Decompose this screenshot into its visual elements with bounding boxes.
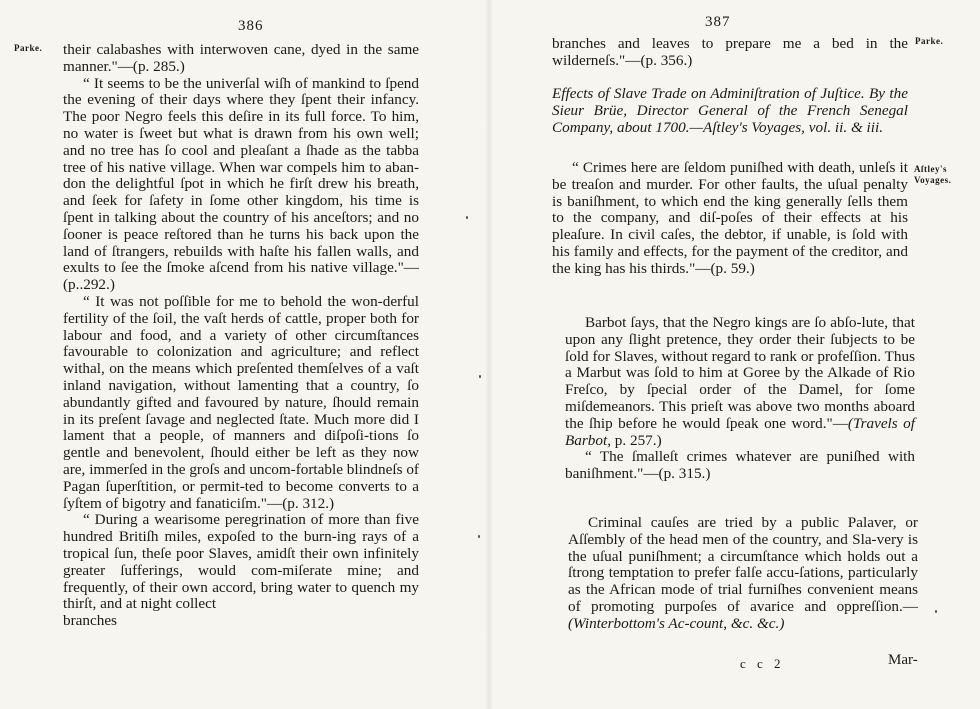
paragraph: “ It was not poſſible for me to behold the won-derful fertility of the ſoil, the vaſt herds of cattle, proper both for labour and food, and a variety of other circumſtances favourable to colonization and agriculture; and reflect withal, on the means which preſented themſelves of a vaſt inland navigation, without lamenting that a country, ſo abundantly gifted and favoured by nature, ſhould remain in its preſent ſavage and neglected ſtate. Much more did I lament that a people, of manners and diſpoſi-tions ſo gentle and benevolent, ſhould either be left as they now are, immerſed in the groſs and uncom-fortable blindneſs of Pagan ſuperſtition, or permit-ted to become converts to a ſyſtem of bigotry and fanaticiſm."—(p. 312.) <box>63 292 419 512</box>
paragraph: “ During a wearisome peregrination of more than five hundred Britiſh miles, expoſed to the burn-ing rays of a tropical ſun, theſe poor Slaves, amidſt their own infinitely greater ſufferings, would com-miſerate mine; and frequently, of their own accord, bring water to quench my thirſt, and at night collect <box>63 511 419 613</box>
signature-mark: c c 2 <box>740 656 785 671</box>
catchword: Mar- <box>888 652 918 668</box>
margin-note-astleys-voyages: Aſtley's Voyages. <box>914 164 952 185</box>
page-speck <box>935 610 937 613</box>
gutter-speck <box>479 375 481 378</box>
paragraph: branches and leaves to prepare me a bed in the wilderneſs."—(p. 356.) <box>552 35 908 69</box>
criminal-text: Criminal cauſes are tried by a public Palaver, or Aſſembly of the head men of the country, and Sla-very is the uſual puniſhment; a circumſtance which holds out a ſtrong temptation to prefer falſe accu-ſations, particularly as the African mode of trial furniſhes convenient means of promoting purpoſes of avarice and oppreſſion.— <box>568 514 918 615</box>
quote-brue <box>552 160 908 278</box>
right-opening <box>552 36 908 70</box>
page-number: 386 <box>238 18 264 34</box>
gutter-speck <box>478 535 480 538</box>
section-title <box>552 86 908 136</box>
barbot-page: p. 257.) <box>614 431 662 449</box>
margin-note-parke: Parke. <box>915 36 944 46</box>
barbot-text: Barbot ſays, that the Negro kings are ſo abſo-lute, that upon any ſlight pretence, they order their ſubjects to be ſold for Slaves, without regard to rank or profeſſion. Thus a Marbut was ſold to him at Goree by the Alkade of Rio Freſco, by ſpecial order of the Damel, for ſome miſdemeanors. This prieſt was above two months aboard the ſhip before he would ſpeak one word."— <box>565 314 915 432</box>
paragraph: “ The ſmalleſt crimes whatever are puniſhed with baniſhment."—(p. 315.) <box>565 448 915 483</box>
criminal-passage <box>568 515 918 633</box>
right-page <box>490 0 980 709</box>
section-heading: Effects of Slave Trade on Adminiſtration of Juſtice. By the Sieur Brüe, Director General of the French Senegal Company, about 1700.—Aſtley's Voyages, vol. ii. & iii. <box>552 85 908 136</box>
paragraph: their calabashes with interwoven cane, dyed in the same manner."—(p. 285.) <box>63 41 419 75</box>
paragraph: “ Crimes here are ſeldom puniſhed with death, unleſs it be treaſon and murder. For other faults, the uſual penalty is baniſhment, to which end the king generally ſells them to the company, and diſ-poſes of their effects at his pleaſure. In civil caſes, the debtor, if unable, is ſold with his family and effects, for the payment of the creditor, and the king has his thirds."—(p. 59.) <box>552 159 908 277</box>
paragraph <box>568 515 918 633</box>
page-number: 387 <box>705 14 731 30</box>
paragraph: “ It seems to be the univerſal wiſh of mankind to ſpend the evening of their days where they ſpent their infancy. The poor Negro feels this deſire in its full force. To him, no water is ſweet but what is drawn from his own well; and no tree has ſo cool and pleaſant a ſhade as the tabba tree of his native village. When war compels him to aban-don the delightful ſpot in which he firſt drew his breath, and ſeek for ſafety in ſome other kingdom, his time is ſpent in talking about the country of his anceſtors; and no ſooner is peace reſtored than he turns his back upon the land of ſtrangers, rebuilds with haſte his fallen walls, and exults to ſee the ſmoke aſcend from his native village."—(p..292.) <box>63 74 419 294</box>
left-text-column <box>63 42 419 630</box>
barbot-passage <box>565 315 915 483</box>
catchword: branches <box>63 612 117 630</box>
barbot-citation: (Travels of Barbot, <box>565 414 915 449</box>
gutter-speck <box>466 216 468 219</box>
winterbottom-citation: (Winterbottom's Ac-count, &c. &c.) <box>568 614 785 632</box>
paragraph <box>565 315 915 449</box>
margin-note-parke: Parke. <box>14 43 43 53</box>
